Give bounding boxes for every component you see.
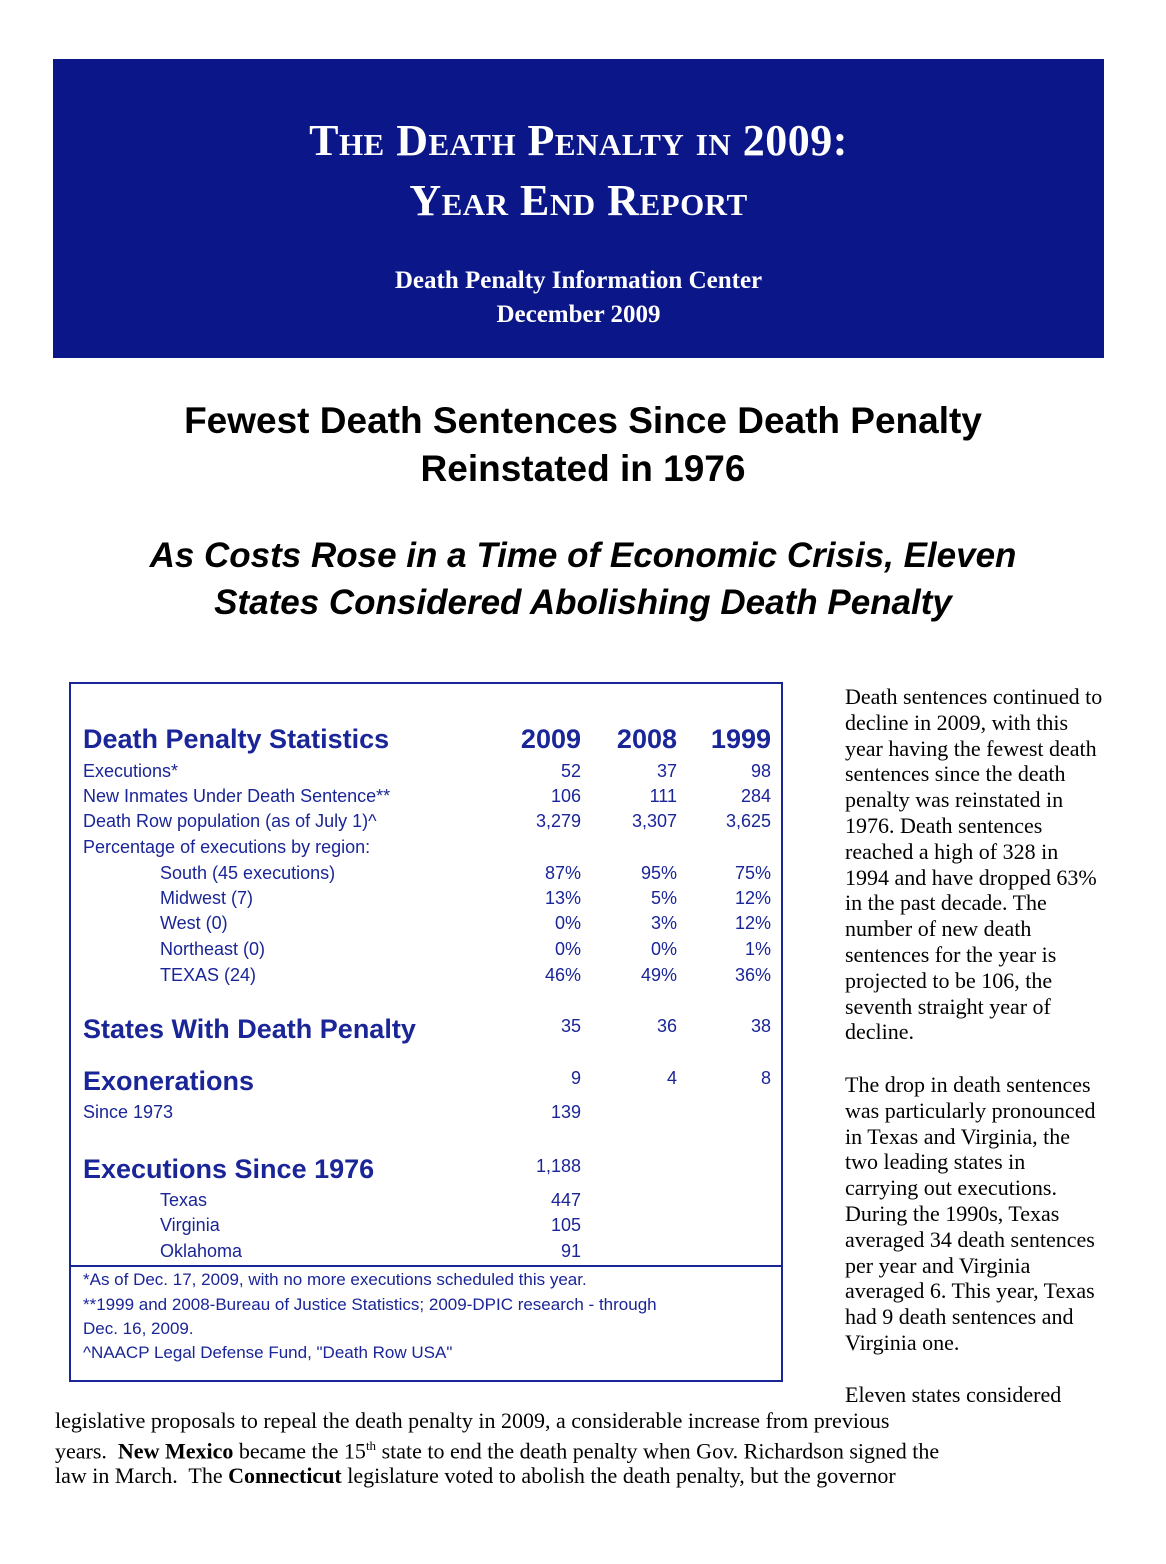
cell-value: 0% (650, 939, 677, 959)
state-label: Oklahoma (160, 1241, 243, 1261)
cell-value: 0% (554, 939, 581, 959)
row-label: Death Row population (as of July 1)^ (83, 811, 377, 831)
table-row (71, 1215, 781, 1241)
table-divider (71, 1265, 781, 1267)
cell-value: 105 (550, 1215, 581, 1235)
cell-value: 87% (544, 863, 581, 883)
region-label: Midwest (7) (160, 888, 254, 908)
table-row (71, 761, 781, 787)
cell-value: 91 (560, 1241, 581, 1261)
section-heading: Exonerations (83, 1066, 255, 1096)
statistics-table (69, 682, 783, 1382)
region-label: West (0) (160, 913, 228, 933)
cell-value: 35 (560, 1016, 581, 1036)
row-label: New Inmates Under Death Sentence** (83, 786, 391, 806)
year-header: 2009 (520, 724, 581, 754)
cell-value: 447 (550, 1190, 581, 1210)
table-row (71, 965, 781, 991)
cell-value: 4 (666, 1068, 677, 1088)
subheadline-line1: As Costs Rose in a Time of Economic Crisis, Eleven (149, 536, 1017, 575)
cell-value: 1% (744, 939, 771, 959)
table-row (71, 1102, 781, 1128)
bottom-text (55, 1408, 1115, 1488)
text-run: became the 15 (233, 1438, 366, 1464)
table-row (71, 888, 781, 914)
row-label: Percentage of executions by region: (83, 837, 371, 857)
cell-value: 36% (734, 965, 771, 985)
text-run: years. (55, 1438, 118, 1464)
body-paragraph: Eleven states considered (845, 1382, 1062, 1407)
organization-name: Death Penalty Information Center (394, 267, 763, 294)
cell-value: 36 (656, 1016, 677, 1036)
table-row (71, 1154, 781, 1188)
cell-value: 9 (570, 1068, 581, 1088)
text-line (55, 1463, 1115, 1488)
text-run: law in March. The (55, 1463, 229, 1489)
cell-value: 95% (640, 863, 677, 883)
cell-value: 111 (649, 786, 677, 806)
region-label: TEXAS (24) (160, 965, 257, 985)
table-row (71, 863, 781, 889)
body-paragraph: The drop in death sentences was particularly pronounced in Texas and Virginia, the two leading states in carrying out executions. During the 1990s, Texas averaged 34 death sentences per year and Virginia averaged 6. This year, Texas had 9 death sentences and Virginia one. (845, 1072, 1096, 1355)
state-name-bold: Connecticut (228, 1463, 342, 1489)
cell-value: 3,307 (631, 811, 677, 831)
table-row (71, 1190, 781, 1216)
report-banner (53, 59, 1104, 358)
superscript: th (365, 1438, 377, 1453)
body-paragraph: Death sentences continued to decline in 2009, with this year having the fewest death sentences since the death penalty was reinstated in 1976. Death sentences reached a high of 328 in 1994 and have dropped 63% in the past decade. The number of new death sentences for the year is projected to be 106, the seventh straight year of decline. (845, 684, 1103, 1045)
side-column (803, 1382, 1103, 1408)
year-header: 2008 (616, 724, 677, 754)
year-header: 1999 (710, 724, 771, 754)
cell-value: 284 (740, 786, 771, 806)
text-run: legislature voted to abolish the death penalty, but the governor (341, 1463, 896, 1489)
table-row (71, 939, 781, 965)
text-run: state to end the death penalty when Gov. Richardson signed the (376, 1438, 940, 1464)
stats-title: Death Penalty Statistics (83, 724, 390, 754)
headline-line1: Fewest Death Sentences Since Death Penalty (184, 400, 982, 441)
side-column (803, 1072, 1103, 1356)
table-row (71, 786, 781, 812)
report-date: December 2009 (496, 301, 661, 328)
state-label: Virginia (160, 1215, 220, 1235)
cell-value: 8 (760, 1068, 771, 1088)
footnote: ^NAACP Legal Defense Fund, "Death Row USA" (83, 1343, 453, 1362)
text-line: legislative proposals to repeal the death penalty in 2009, a considerable increase from previous (55, 1408, 890, 1433)
cell-value: 0% (554, 913, 581, 933)
subheadline-line2: States Considered Abolishing Death Penalty (214, 583, 952, 622)
cell-value: 5% (650, 888, 677, 908)
footnote: *As of Dec. 17, 2009, with no more executions scheduled this year. (83, 1270, 587, 1289)
cell-value: 3,279 (535, 811, 581, 831)
cell-value: 75% (734, 863, 771, 883)
table-row (71, 1241, 781, 1267)
state-label: Texas (160, 1190, 208, 1210)
cell-value: 1,188 (535, 1156, 581, 1176)
text-line (55, 1433, 1115, 1463)
cell-value: 52 (560, 761, 581, 781)
row-label: Since 1973 (83, 1102, 174, 1122)
cell-value: 38 (750, 1016, 771, 1036)
footnote: **1999 and 2008-Bureau of Justice Statistics; 2009-DPIC research - through (83, 1295, 657, 1314)
side-column (803, 684, 1103, 1045)
cell-value: 49% (640, 965, 677, 985)
table-row (71, 1014, 781, 1048)
row-label: Executions* (83, 761, 179, 781)
cell-value: 12% (734, 913, 771, 933)
cell-value: 3,625 (725, 811, 771, 831)
table-row (71, 913, 781, 939)
report-title-line2: Year End Report (409, 176, 748, 225)
cell-value: 46% (544, 965, 581, 985)
report-title-line1: The Death Penalty in 2009: (309, 116, 848, 165)
table-row (71, 811, 781, 837)
cell-value: 13% (544, 888, 581, 908)
headline-line2: Reinstated in 1976 (420, 448, 746, 489)
cell-value: 37 (656, 761, 677, 781)
state-name-bold: New Mexico (117, 1438, 234, 1464)
cell-value: 106 (550, 786, 581, 806)
cell-value: 98 (750, 761, 771, 781)
section-heading: Executions Since 1976 (83, 1154, 375, 1184)
stats-header-row (71, 724, 781, 758)
cell-value: 139 (550, 1102, 581, 1122)
footnote: Dec. 16, 2009. (83, 1319, 194, 1338)
table-row (71, 837, 781, 863)
region-label: South (45 executions) (160, 863, 336, 883)
section-heading: States With Death Penalty (83, 1014, 416, 1044)
region-label: Northeast (0) (160, 939, 266, 959)
cell-value: 3% (650, 913, 677, 933)
cell-value: 12% (734, 888, 771, 908)
table-row (71, 1066, 781, 1100)
